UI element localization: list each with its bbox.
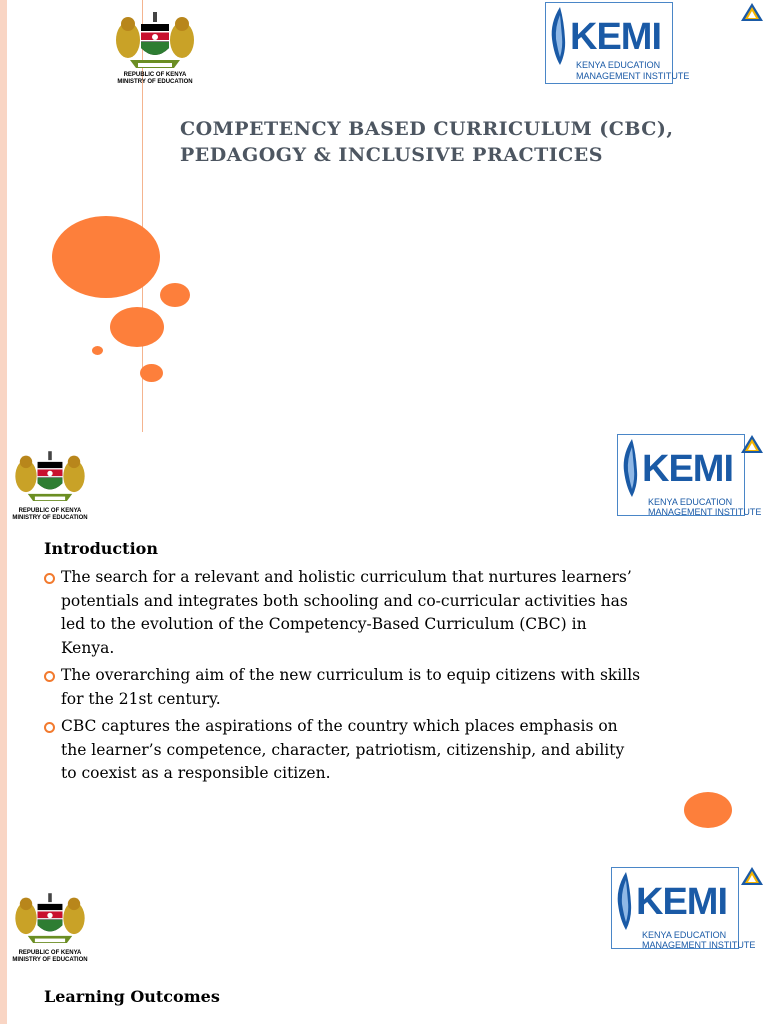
kemi-wordmark: KEMI [636, 881, 727, 923]
kemi-line2: MANAGEMENT INSTITUTE [642, 940, 756, 950]
arms-caption-line2: MINISTRY OF EDUCATION [117, 79, 193, 85]
kenya-coat-of-arms-icon [10, 888, 90, 950]
arms-caption-line1: REPUBLIC OF KENYA [123, 72, 187, 78]
decor-circle-small [160, 283, 190, 307]
bullet-text: The overarching aim of the new curriculum is to equip citizens with skills for the 21st century. [61, 666, 641, 708]
decor-circle-small-2 [140, 364, 163, 382]
kemi-line1: KENYA EDUCATION [642, 930, 727, 940]
list-item [44, 664, 644, 711]
section-heading: Learning Outcomes [44, 987, 220, 1006]
decor-circle [684, 792, 732, 828]
decor-circle-medium [110, 307, 164, 347]
left-stripe [0, 0, 7, 432]
kemi-logo [611, 867, 756, 950]
coat-of-arms [10, 888, 90, 964]
arms-caption-line1: REPUBLIC OF KENYA [18, 508, 82, 514]
decor-circle-large [52, 216, 160, 298]
corner-triangle-icon [740, 434, 764, 454]
kenya-coat-of-arms-icon [10, 446, 90, 508]
kemi-line2: MANAGEMENT INSTITUTE [576, 71, 690, 81]
kenya-coat-of-arms-icon [110, 10, 200, 72]
kemi-line2: MANAGEMENT INSTITUTE [648, 507, 762, 517]
arms-caption-line2: MINISTRY OF EDUCATION [12, 515, 88, 521]
kemi-logo [617, 434, 762, 517]
kemi-line1: KENYA EDUCATION [576, 60, 661, 70]
kemi-line1: KENYA EDUCATION [648, 497, 733, 507]
left-stripe [0, 864, 7, 1024]
bullet-text: The search for a relevant and holistic curriculum that nurtures learners’ potentials and integrates both schooling and co-curricular activities has led to the evolution of the Competency-Based Curriculum (CBC) in Kenya. [61, 568, 632, 657]
kemi-logo-icon [614, 870, 636, 932]
decor-circle-tiny [92, 346, 103, 355]
section-heading: Introduction [44, 539, 158, 558]
bullet-list [44, 566, 644, 790]
coat-of-arms [110, 10, 200, 86]
kemi-logo-icon [620, 437, 642, 499]
list-item [44, 566, 644, 660]
corner-triangle-icon [740, 2, 764, 22]
kemi-logo [545, 2, 690, 84]
arms-caption-line2: MINISTRY OF EDUCATION [12, 957, 88, 963]
kemi-logo-icon [548, 5, 570, 67]
bullet-text: CBC captures the aspirations of the country which places emphasis on the learner’s competence, character, patriotism, citizenship, and ability to coexist as a responsible citizen. [61, 717, 625, 782]
bullet-circle-icon [44, 573, 55, 584]
coat-of-arms [10, 446, 90, 522]
kemi-wordmark: KEMI [570, 16, 661, 58]
slide-title-text: COMPETENCY BASED CURRICULUM (CBC), PEDAGOGY & INCLUSIVE PRACTICES [180, 118, 674, 166]
slide-learning-outcomes [0, 864, 768, 1024]
bullet-circle-icon [44, 671, 55, 682]
bullet-circle-icon [44, 722, 55, 733]
corner-triangle-icon [740, 866, 764, 886]
kemi-wordmark: KEMI [642, 448, 733, 490]
left-stripe [0, 432, 7, 864]
list-item [44, 715, 644, 786]
slide-title [0, 0, 768, 432]
arms-caption-line1: REPUBLIC OF KENYA [18, 950, 82, 956]
